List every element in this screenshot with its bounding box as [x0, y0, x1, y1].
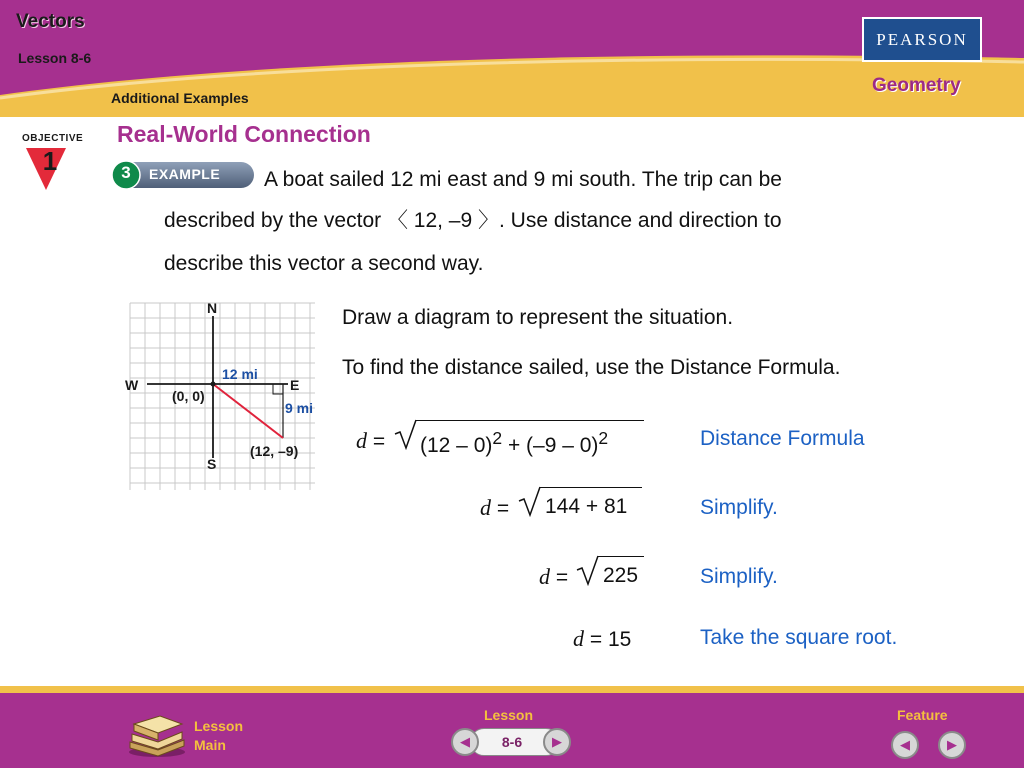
footer-feature-label: Feature [897, 707, 948, 723]
eq2-radical-bar [540, 487, 642, 488]
example-number: 3 [121, 163, 131, 182]
eq1-radical-icon [394, 418, 418, 450]
example-label: EXAMPLE [149, 166, 221, 182]
eq3-lhs: d = [539, 564, 569, 589]
feature-next-button[interactable]: ▶ [938, 731, 966, 759]
eq1-lhs: d = [356, 428, 386, 453]
books-icon[interactable] [126, 712, 188, 758]
objective-number: 1 [42, 146, 58, 176]
slide-subtitle: Additional Examples [111, 90, 249, 106]
solution-step-2: To find the distance sailed, use the Distance Formula. [342, 356, 841, 379]
footer-stripe [0, 686, 1024, 693]
problem-line-2: described by the vector 〈 12, –9 〉. Use distance and direction to [164, 209, 782, 232]
lesson-next-button[interactable]: ▶ [543, 728, 571, 756]
lesson-number: Lesson 8-6 [18, 50, 92, 66]
east-label: E [290, 377, 300, 393]
endpoint-label: (12, –9) [250, 443, 299, 459]
vector-grid [125, 298, 325, 498]
eq1-rhs: (12 – 0)$^2$ + (–9 – 0)$^2$ [420, 428, 609, 457]
feature-prev-button[interactable]: ◀ [891, 731, 919, 759]
eq1-note: Distance Formula [700, 427, 865, 450]
eq2-rhs: 144 + 81 [545, 495, 628, 518]
eq3-radical-bar [598, 556, 644, 557]
objective-label: OBJECTIVE [22, 133, 84, 144]
south-label: S [207, 456, 217, 472]
north-label: N [207, 300, 218, 316]
eq4-note: Take the square root. [700, 626, 898, 649]
course-name: Geometry [872, 75, 961, 96]
eq4-result: d = 15 [573, 626, 632, 651]
east-leg-label: 12 mi [222, 366, 258, 382]
eq3-note: Simplify. [700, 565, 778, 588]
west-label: W [125, 377, 139, 393]
eq2-radical-icon [518, 485, 542, 517]
footer-lesson-label: Lesson [484, 707, 534, 723]
lesson-number-indicator: 8-6 [501, 734, 523, 750]
lesson-title: Vectors [16, 11, 85, 32]
section-title: Real-World Connection [117, 121, 371, 147]
vector-diagram [125, 298, 325, 498]
eq3-radical-icon [576, 554, 600, 586]
pearson-logo[interactable]: PEARSON [862, 17, 982, 62]
eq1-radical-bar [416, 420, 644, 421]
solution-step-1: Draw a diagram to represent the situation. [342, 306, 734, 329]
eq3-rhs: 225 [603, 564, 639, 587]
south-leg-label: 9 mi [285, 400, 314, 416]
origin-label: (0, 0) [172, 388, 205, 404]
eq2-note: Simplify. [700, 496, 778, 519]
lesson-prev-button[interactable]: ◀ [451, 728, 479, 756]
eq2-lhs: d = [480, 495, 510, 520]
problem-line-3: describe this vector a second way. [164, 252, 484, 275]
lesson-main-link[interactable]: Lesson Main [194, 718, 244, 753]
problem-line-1: A boat sailed 12 mi east and 9 mi south. The trip can be [264, 168, 782, 191]
